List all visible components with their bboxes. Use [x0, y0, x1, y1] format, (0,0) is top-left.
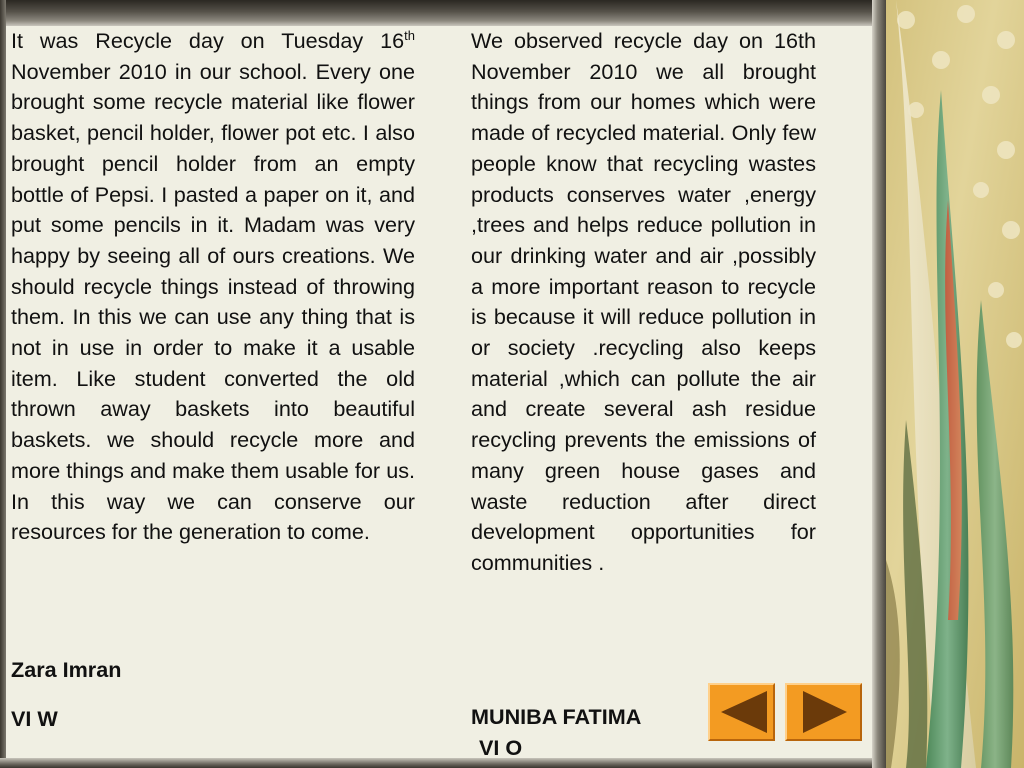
left-essay-opening: It was Recycle day on Tuesday 16: [11, 28, 405, 53]
frame-right-bevel: [872, 0, 886, 768]
right-essay: [471, 26, 816, 579]
frame-top-bevel: [0, 0, 884, 26]
floral-leaf-decoration: [886, 0, 1024, 768]
right-author-name: MUNIBA FATIMA: [471, 704, 642, 729]
ordinal-suffix: th: [404, 28, 415, 43]
left-essay-body: November 2010 in our school. Every one brought some recycle material like flower basket, pencil holder, flower pot etc. I also brought pencil holder from an empty bottle of Pepsi. I pasted a paper on it, and put some pencils in it. Madam was very happy by seeing all of ours creations. We should recycle things instead of throwing them. In this we can use any thing that is not in use in order to make it a usable item. Like student converted the old thrown away baskets into beautiful baskets. we should recycle more and more things and make them usable for us. In this way we can conserve our resources for the generation to come.: [11, 58, 415, 545]
triangle-right-icon: [787, 685, 860, 739]
left-essay-text: [11, 26, 415, 548]
previous-slide-button[interactable]: [708, 683, 775, 741]
next-slide-button[interactable]: [785, 683, 862, 741]
left-essay: [11, 26, 415, 548]
left-author-name: Zara Imran: [11, 657, 122, 682]
right-essay-text: We observed recycle day on 16th November 2010 we all brought things from our homes which were made of recycled material. Only few people know that recycling wastes products conserves water ,energy ,trees and helps reduce pollution in our drinking water and air ,possibly a more important reason to recycle is because it will reduce pollution in or society .recycling also keeps material ,which can pollute the air and create several ash residue recycling prevents the emissions of many green house gases and waste reduction after direct development opportunities for communities .: [471, 28, 816, 575]
frame-left-bevel: [0, 0, 6, 768]
decorative-side-panel: [886, 0, 1024, 768]
left-author-class: VI W: [11, 706, 58, 731]
triangle-left-icon: [710, 685, 773, 739]
right-author-class: VI O: [479, 735, 523, 760]
frame-bottom-bevel: [0, 758, 884, 768]
